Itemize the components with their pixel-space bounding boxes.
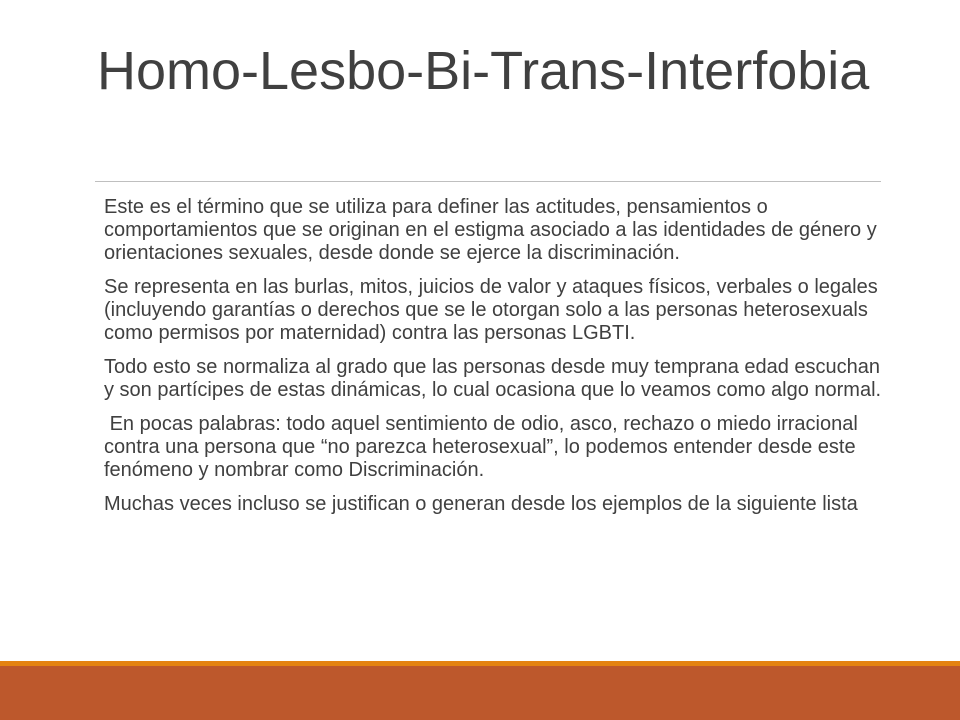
slide-title: Homo-Lesbo-Bi-Trans-Interfobia — [97, 41, 870, 101]
footer-band — [0, 666, 960, 720]
paragraph-2: Se representa en las burlas, mitos, juicios de valor y ataques físicos, verbales o legales (incluyendo garantías o derechos que se le otorgan solo a las personas heterosexuals como permisos por maternidad) contra las personas LGBTI. — [104, 276, 878, 344]
paragraph-1: Este es el término que se utiliza para definer las actitudes, pensamientos o comportamientos que se originan en el estigma asociado a las identidades de género y orientaciones sexuales, desde donde se ejerce la discriminación. — [104, 196, 877, 264]
title-divider — [95, 181, 881, 182]
paragraph-4: En pocas palabras: todo aquel sentimiento de odio, asco, rechazo o miedo irracional contra una persona que “no parezca heterosexual”, lo podemos entender desde este fenómeno y nombrar como Discriminación. — [104, 413, 864, 481]
slide-body — [104, 196, 890, 527]
paragraph-5: Muchas veces incluso se justifican o generan desde los ejemplos de la siguiente lista — [104, 493, 858, 515]
paragraph-3: Todo esto se normaliza al grado que las personas desde muy temprana edad escuchan y son partícipes de estas dinámicas, lo cual ocasiona que lo veamos como algo normal. — [104, 356, 882, 401]
